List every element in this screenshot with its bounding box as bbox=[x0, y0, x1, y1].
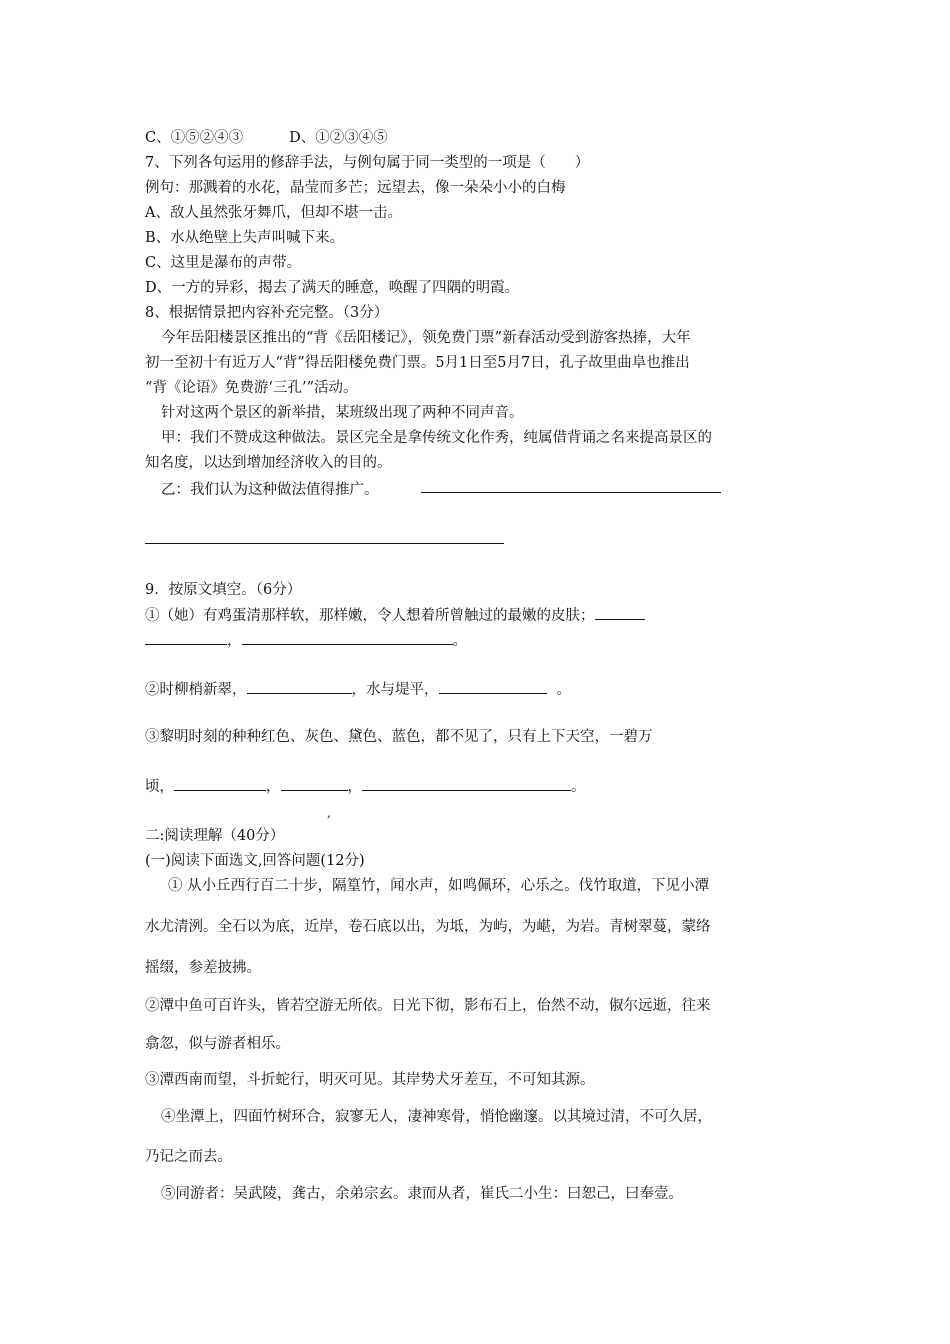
passage-para-1: ① 从小丘西行百二十步，隔篁竹，闻水声，如鸣佩环，心乐之。伐竹取道，下见小潭 bbox=[168, 878, 710, 894]
q9-comma-2: ， bbox=[266, 779, 281, 795]
q9-blank-1c[interactable] bbox=[242, 630, 453, 645]
q7-option-d: D、一方的异彩，揭去了满天的睡意，唤醒了四隅的明霞。 bbox=[145, 280, 520, 296]
q9-item-3-cont bbox=[145, 776, 586, 797]
q9-blank-1b[interactable] bbox=[145, 630, 227, 645]
q8-stem: 8、根据情景把内容补充完整。（3分） bbox=[145, 305, 389, 321]
passage-para-3: ③潭西南而望，斗折蛇行，明灭可见。其岸势犬牙差互，不可知其源。 bbox=[145, 1072, 595, 1088]
q8-paragraph-line: “背《论语》免费游‘三孔’”活动。 bbox=[145, 380, 358, 396]
q6-option-d: D、①②③④⑤ bbox=[289, 130, 388, 146]
stray-mark: , bbox=[327, 806, 331, 820]
q9-item-1-cont bbox=[145, 630, 467, 651]
q7-option-b: B、水从绝壁上失声叫喊下来。 bbox=[145, 230, 345, 246]
q9-item-3-text: 顷， bbox=[145, 779, 174, 795]
q9-comma-3: ， bbox=[347, 779, 362, 795]
passage-para-4-cont: 乃记之而去。 bbox=[145, 1149, 232, 1165]
q7-option-c: C、这里是瀑布的声带。 bbox=[145, 255, 302, 271]
q9-blank-3a[interactable] bbox=[174, 776, 266, 791]
q8-paragraph-line: 初一至初十有近万人“背”得岳阳楼免费门票。5月1日至5月7日，孔子故里曲阜也推出 bbox=[145, 355, 690, 371]
q9-item-3: ③黎明时刻的种种红色、灰色、黛色、蓝色，都不见了，只有上下天空，一碧万 bbox=[145, 729, 653, 745]
q9-period: 。 bbox=[452, 633, 467, 649]
q9-blank-3c[interactable] bbox=[362, 776, 571, 791]
q8-answer-line-2[interactable] bbox=[145, 543, 504, 544]
q8-paragraph-line: 针对这两个景区的新举措，某班级出现了两种不同声音。 bbox=[161, 405, 524, 421]
passage-para-5: ⑤同游者：吴武陵，龚古，余弟宗玄。隶而从者，崔氏二小生：曰恕己，曰奉壹。 bbox=[161, 1186, 683, 1202]
q8-jia-statement: 甲：我们不赞成这种做法。景区完全是拿传统文化作秀，纯属借背诵之名来提高景区的 bbox=[161, 430, 712, 446]
passage-para-1-cont: 水尤清洌。全石以为底，近岸，卷石底以出，为坻，为屿，为嵁，为岩。青树翠蔓，蒙络 bbox=[145, 919, 711, 935]
q9-item-2-text-c: 。 bbox=[556, 682, 571, 698]
passage-para-4: ④坐潭上，四面竹树环合，寂寥无人，凄神寒骨，悄怆幽邃。以其境过清，不可久居， bbox=[161, 1109, 712, 1125]
q7-example: 例句：那溅着的水花，晶莹而多芒；远望去，像一朵朵小小的白梅 bbox=[145, 180, 566, 196]
q9-blank-2a[interactable] bbox=[247, 679, 352, 694]
q9-item-2-text-b: ，水与堤平， bbox=[351, 682, 439, 698]
q9-item-2-text-a: ②时柳梢新翠， bbox=[145, 682, 247, 698]
q9-item-1 bbox=[145, 605, 645, 626]
q9-stem: 9．按原文填空。（6分） bbox=[145, 582, 302, 598]
section2-subtitle: (一)阅读下面选文,回答问题(12分) bbox=[145, 853, 365, 869]
q8-paragraph-line: 今年岳阳楼景区推出的“背《岳阳楼记》，领免费门票”新春活动受到游客热捧，大年 bbox=[161, 330, 691, 346]
q9-blank-2b[interactable] bbox=[439, 679, 547, 694]
q7-option-a: A、敌人虽然张牙舞爪，但却不堪一击。 bbox=[145, 205, 402, 221]
q9-period-3: 。 bbox=[571, 779, 586, 795]
section2-title: 二:阅读理解（40分） bbox=[145, 828, 285, 844]
passage-para-2: ②潭中鱼可百许头，皆若空游无所依。日光下彻，影布石上，佁然不动，俶尔远逝，往来 bbox=[145, 998, 711, 1014]
q9-comma: ， bbox=[227, 633, 242, 649]
q9-item-1-text: ①（她）有鸡蛋清那样软，那样嫩，令人想着所曾触过的最嫩的皮肤； bbox=[145, 608, 595, 624]
q9-blank-1a[interactable] bbox=[595, 605, 645, 620]
q6-option-c: C、①⑤②④③ bbox=[145, 130, 244, 146]
passage-para-1-end: 摇缀，参差披拂。 bbox=[145, 960, 261, 976]
q7-stem: 7、下列各句运用的修辞手法，与例句属于同一类型的一项是（ ） bbox=[145, 155, 590, 171]
q8-yi-statement: 乙：我们认为这种做法值得推广。 bbox=[161, 482, 379, 498]
q9-item-2 bbox=[145, 679, 571, 700]
q9-blank-3b[interactable] bbox=[281, 776, 348, 791]
q8-answer-line[interactable] bbox=[421, 492, 721, 493]
q6-options-row bbox=[145, 128, 388, 148]
passage-para-2-cont: 翕忽，似与游者相乐。 bbox=[145, 1036, 290, 1052]
q8-jia-statement-cont: 知名度，以达到增加经济收入的目的。 bbox=[145, 455, 392, 471]
